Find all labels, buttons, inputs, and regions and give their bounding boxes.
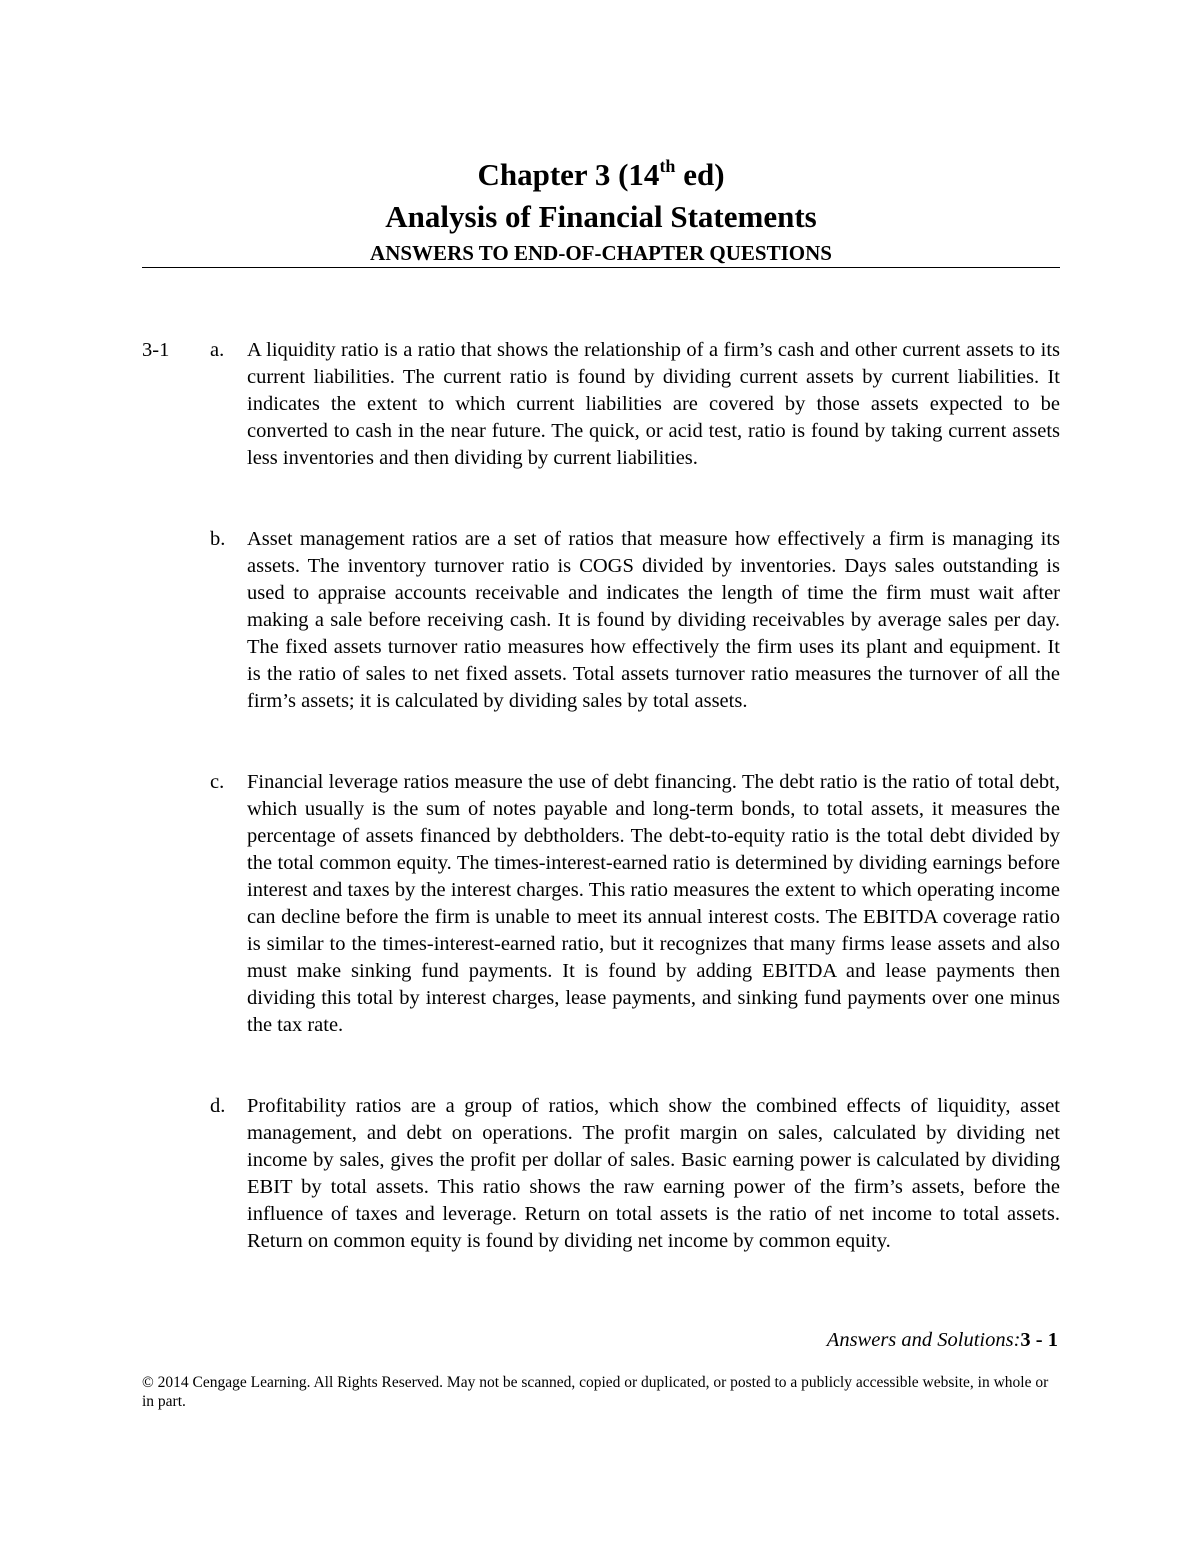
item-letter: c. (210, 771, 225, 793)
question-number: 3-1 (142, 339, 170, 361)
section-heading: ANSWERS TO END-OF-CHAPTER QUESTIONS (370, 241, 832, 265)
page-number-value: 3 - 1 (1020, 1329, 1058, 1351)
item-text: Asset management ratios are a set of ratios that measure how effectively a firm is managing its assets. The inventory turnover ratio is COGS divided by inventories. Days sales outstanding is used to appraise accounts receivable and indicates the length of time the firm must wait after making a sale before receiving cash. It is found by dividing receivables by average sales per day. The fixed assets turnover ratio measures how effectively the firm uses its plant and equipment. It is the ratio of sales to net fixed assets. Total assets turnover ratio measures the turnover of all the firm’s assets; it is calculated by dividing sales by total assets. (247, 528, 1060, 712)
item-letter: d. (210, 1095, 226, 1117)
page-number (827, 1327, 1058, 1354)
answer-item-c (210, 769, 1060, 1039)
answer-item-b (210, 526, 1060, 715)
item-letter: a. (210, 339, 225, 361)
header-divider (142, 267, 1060, 268)
item-text: A liquidity ratio is a ratio that shows the relationship of a firm’s cash and other current assets to its current liabilities. The current ratio is found by dividing current assets by current liabilities. It indicates the extent to which current liabilities are covered by those assets expected to be converted to cash in the near future. The quick, or acid test, ratio is found by taking current assets less inventories and then dividing by current liabilities. (247, 339, 1060, 469)
page-label: Answers and Solutions: (826, 1329, 1021, 1351)
answer-item-a (210, 337, 1060, 472)
item-text: Profitability ratios are a group of ratios, which show the combined effects of liquidity, asset management, and debt on operations. The profit margin on sales, calculated by dividing net income by sales, gives the profit per dollar of sales. Basic earning power is calculated by dividing EBIT by total assets. This ratio shows the raw earning power of the firm’s assets, before the influence of taxes and leverage. Return on total assets is the ratio of net income to total assets. Return on common equity is found by dividing net income by common equity. (247, 1095, 1060, 1252)
document-header (142, 156, 1060, 267)
title-superscript: th (659, 155, 676, 176)
copyright-notice: © 2014 Cengage Learning. All Rights Reserved. May not be scanned, copied or duplicated, or posted to a publicly accessible website, in whole or in part. (142, 1374, 1049, 1410)
item-letter: b. (210, 528, 226, 550)
answer-item-d (210, 1093, 1060, 1255)
chapter-title: Chapter 3 (14th ed) (477, 155, 725, 192)
item-text: Financial leverage ratios measure the use of debt financing. The debt ratio is the ratio of total debt, which usually is the sum of notes payable and long-term bonds, to total assets, it measures the percentage of assets financed by debtholders. The debt-to-equity ratio is the total debt divided by the total common equity. The times-interest-earned ratio is determined by dividing earnings before interest and taxes by the interest charges. This ratio measures the extent to which operating income can decline before the firm is unable to meet its annual interest costs. The EBITDA coverage ratio is similar to the times-interest-earned ratio, but it recognizes that many firms lease assets and also must make sinking fund payments. It is found by adding EBITDA and lease payments then dividing this total by interest charges, lease payments, and sinking fund payments over one minus the tax rate. (247, 771, 1060, 1036)
chapter-subtitle: Analysis of Financial Statements (385, 199, 817, 234)
